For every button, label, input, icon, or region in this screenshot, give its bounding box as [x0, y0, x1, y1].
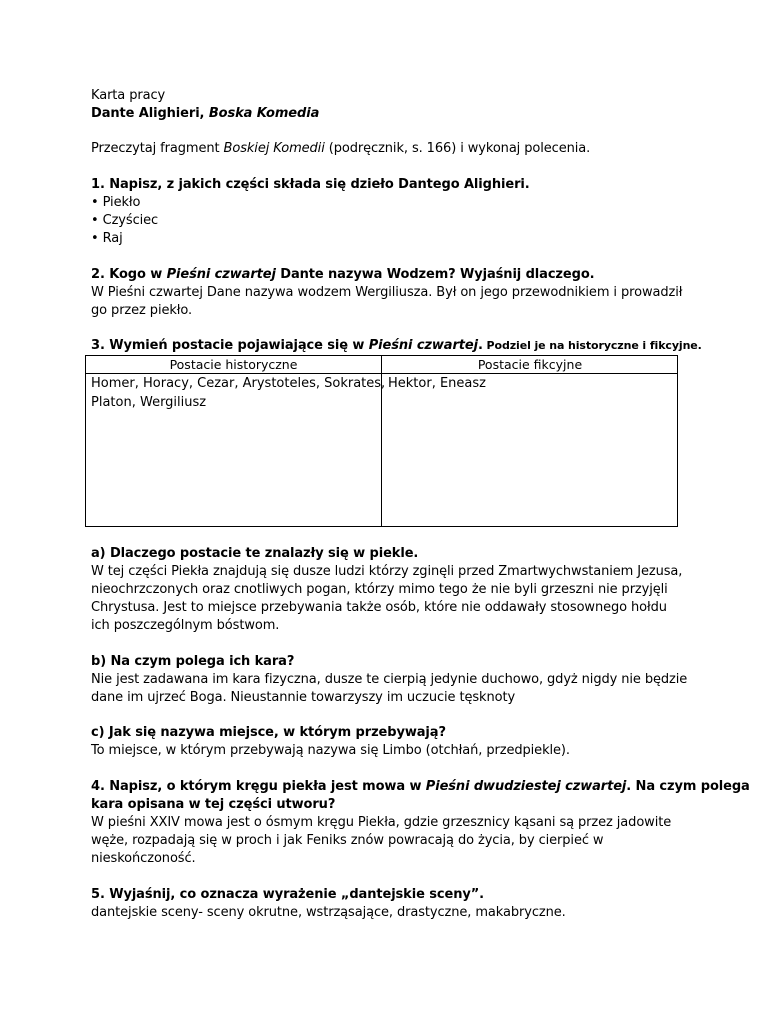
table-cell-fictional: [388, 374, 486, 393]
table-header-historical: Postacie historyczne: [169, 357, 298, 372]
q2-answer-line: W Pieśni czwartej Dane nazywa wodzem Wergiliusza. Był on jego przewodnikiem i prowadził: [91, 285, 683, 300]
q4-answer-line: nieskończoność.: [91, 851, 196, 866]
q4-question: [91, 778, 750, 796]
qa-question: a) Dlaczego postacie te znalazły się w piekle.: [91, 546, 419, 561]
qa-answer-line: nieochrzczonych oraz cnotliwych pogan, którzy mimo tego że nie byli grzeszni nie przyjęli: [91, 582, 668, 597]
q1-item: • Raj: [91, 231, 123, 246]
q3-pre: 3. Wymień postacie pojawiające się w: [91, 338, 369, 353]
worksheet-label: Karta pracy: [91, 88, 166, 103]
intro-post: (podręcznik, s. 166) i wykonaj polecenia.: [324, 141, 591, 156]
intro-pre: Przeczytaj fragment: [91, 141, 224, 156]
q5-answer-line: dantejskie sceny- sceny okrutne, wstrząsające, drastyczne, makabryczne.: [91, 905, 566, 920]
qb-answer-line: dane im ujrzeć Boga. Nieustannie towarzyszy im uczucie tęsknoty: [91, 690, 516, 705]
table-cell-historical: [91, 374, 385, 412]
q4-answer-line: węże, rozpadają się w proch i jak Feniks znów powracają do życia, by cierpieć w: [91, 833, 604, 848]
q1-question: 1. Napisz, z jakich części składa się dzieło Dantego Alighieri.: [91, 177, 530, 192]
title-work: Boska Komedia: [208, 106, 320, 121]
worksheet-title: [91, 105, 319, 123]
q2-italic: Pieśni czwartej: [166, 267, 276, 282]
q4-pre: 4. Napisz, o którym kręgu piekła jest mowa w: [91, 779, 426, 794]
intro-italic: Boskiej Komedii: [223, 141, 325, 156]
qa-answer-line: ich poszczególnym bóstwom.: [91, 618, 280, 633]
q4-post: . Na czym polega: [626, 779, 750, 794]
q4-answer-line: W pieśni XXIV mowa jest o ósmym kręgu Piekła, gdzie grzesznicy kąsani są przez jadowite: [91, 815, 672, 830]
q4-italic: Pieśni dwudziestej czwartej: [425, 779, 627, 794]
q4-question-line2: kara opisana w tej części utworu?: [91, 797, 336, 812]
q2-question: [91, 266, 595, 284]
q3-question: [91, 337, 702, 355]
q5-question: 5. Wyjaśnij, co oznacza wyrażenie „dantejskie sceny”.: [91, 887, 485, 902]
table-cell-line: Homer, Horacy, Cezar, Arystoteles, Sokrates,: [91, 376, 386, 391]
qc-answer-line: To miejsce, w którym przebywają nazywa się Limbo (otchłań, przedpiekle).: [91, 743, 570, 758]
qb-answer-line: Nie jest zadawana im kara fizyczna, dusze te cierpią jedynie duchowo, gdyż nigdy nie będzie: [91, 672, 688, 687]
q2-pre: 2. Kogo w: [91, 267, 167, 282]
table-cell-line: Platon, Wergiliusz: [91, 395, 207, 410]
table-header-fictional: Postacie fikcyjne: [477, 357, 583, 372]
title-author: Dante Alighieri,: [91, 106, 209, 121]
q2-answer-line: go przez piekło.: [91, 303, 193, 318]
q3-italic: Pieśni czwartej: [368, 338, 478, 353]
q1-item: • Piekło: [91, 195, 141, 210]
characters-table: [85, 355, 678, 527]
qa-answer-line: Chrystusa. Jest to miejsce przebywania także osób, które nie oddawały stosownego hołdu: [91, 600, 667, 615]
qa-answer-line: W tej części Piekła znajdują się dusze ludzi którzy zginęli przed Zmartwychwstaniem Jezusa,: [91, 564, 683, 579]
table-cell-line: Hektor, Eneasz: [388, 376, 486, 391]
q1-item: • Czyściec: [91, 213, 159, 228]
q2-post: Dante nazywa Wodzem? Wyjaśnij dlaczego.: [275, 267, 595, 282]
qb-question: b) Na czym polega ich kara?: [91, 654, 295, 669]
qc-question: c) Jak się nazywa miejsce, w którym przebywają?: [91, 725, 446, 740]
q3-small: Podziel je na historyczne i fikcyjne.: [482, 339, 702, 352]
q3-post: .: [477, 338, 483, 353]
intro-instruction: [91, 140, 590, 158]
